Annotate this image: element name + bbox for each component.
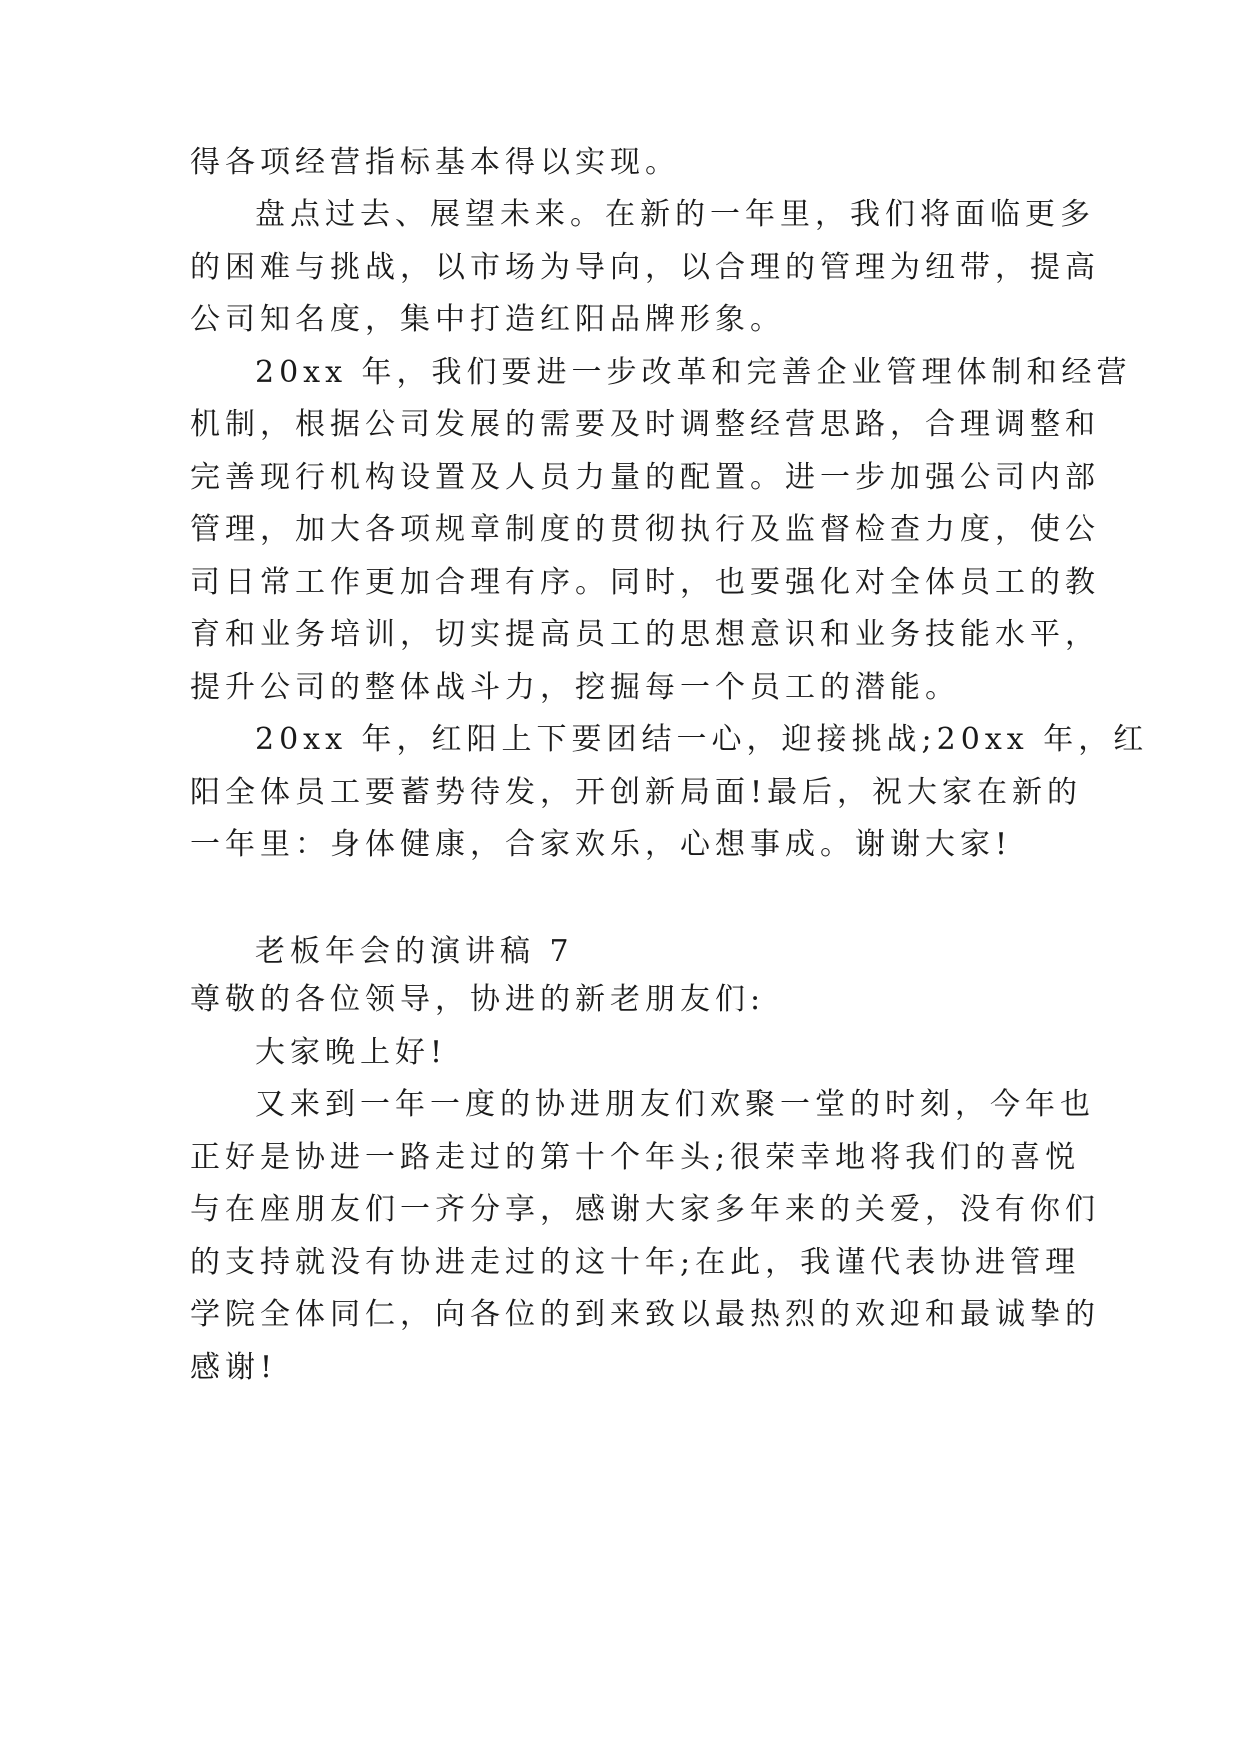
paragraph-line: 20xx 年，红阳上下要团结一心，迎接挑战;20xx 年，红 <box>255 722 1149 757</box>
paragraph-line: 一年里：身体健康，合家欢乐，心想事成。谢谢大家! <box>190 827 1013 862</box>
paragraph-line: 阳全体员工要蓄势待发，开创新局面!最后，祝大家在新的 <box>190 775 1083 810</box>
paragraph-line: 公司知名度，集中打造红阳品牌形象。 <box>190 302 785 337</box>
paragraph-line: 与在座朋友们一齐分享，感谢大家多年来的关爱，没有你们 <box>190 1192 1100 1227</box>
salutation-line: 尊敬的各位领导，协进的新老朋友们: <box>190 982 766 1017</box>
paragraph-line: 管理，加大各项规章制度的贯彻执行及监督检查力度，使公 <box>190 512 1100 547</box>
paragraph-line: 的支持就没有协进走过的这十年;在此，我谨代表协进管理 <box>190 1245 1081 1280</box>
paragraph-line: 正好是协进一路走过的第十个年头;很荣幸地将我们的喜悦 <box>190 1140 1081 1175</box>
paragraph-line: 学院全体同仁，向各位的到来致以最热烈的欢迎和最诚挚的 <box>190 1297 1100 1332</box>
paragraph-line: 机制，根据公司发展的需要及时调整经营思路，合理调整和 <box>190 407 1100 442</box>
paragraph-line: 司日常工作更加合理有序。同时，也要强化对全体员工的教 <box>190 565 1100 600</box>
paragraph-line: 的困难与挑战，以市场为导向，以合理的管理为纽带，提高 <box>190 250 1100 285</box>
greeting-line: 大家晚上好! <box>255 1035 448 1070</box>
paragraph-line: 提升公司的整体战斗力，挖掘每一个员工的潜能。 <box>190 670 960 705</box>
paragraph-line: 盘点过去、展望未来。在新的一年里，我们将面临更多 <box>255 197 1095 232</box>
paragraph-line: 育和业务培训，切实提高员工的思想意识和业务技能水平， <box>190 617 1100 652</box>
paragraph-line: 又来到一年一度的协进朋友们欢聚一堂的时刻，今年也 <box>255 1087 1095 1122</box>
paragraph-line: 完善现行机构设置及人员力量的配置。进一步加强公司内部 <box>190 460 1100 495</box>
paragraph-line: 得各项经营指标基本得以实现。 <box>190 145 680 180</box>
paragraph-line: 感谢! <box>190 1350 278 1385</box>
section-title: 老板年会的演讲稿 7 <box>255 934 574 969</box>
paragraph-line: 20xx 年，我们要进一步改革和完善企业管理体制和经营 <box>255 355 1132 390</box>
